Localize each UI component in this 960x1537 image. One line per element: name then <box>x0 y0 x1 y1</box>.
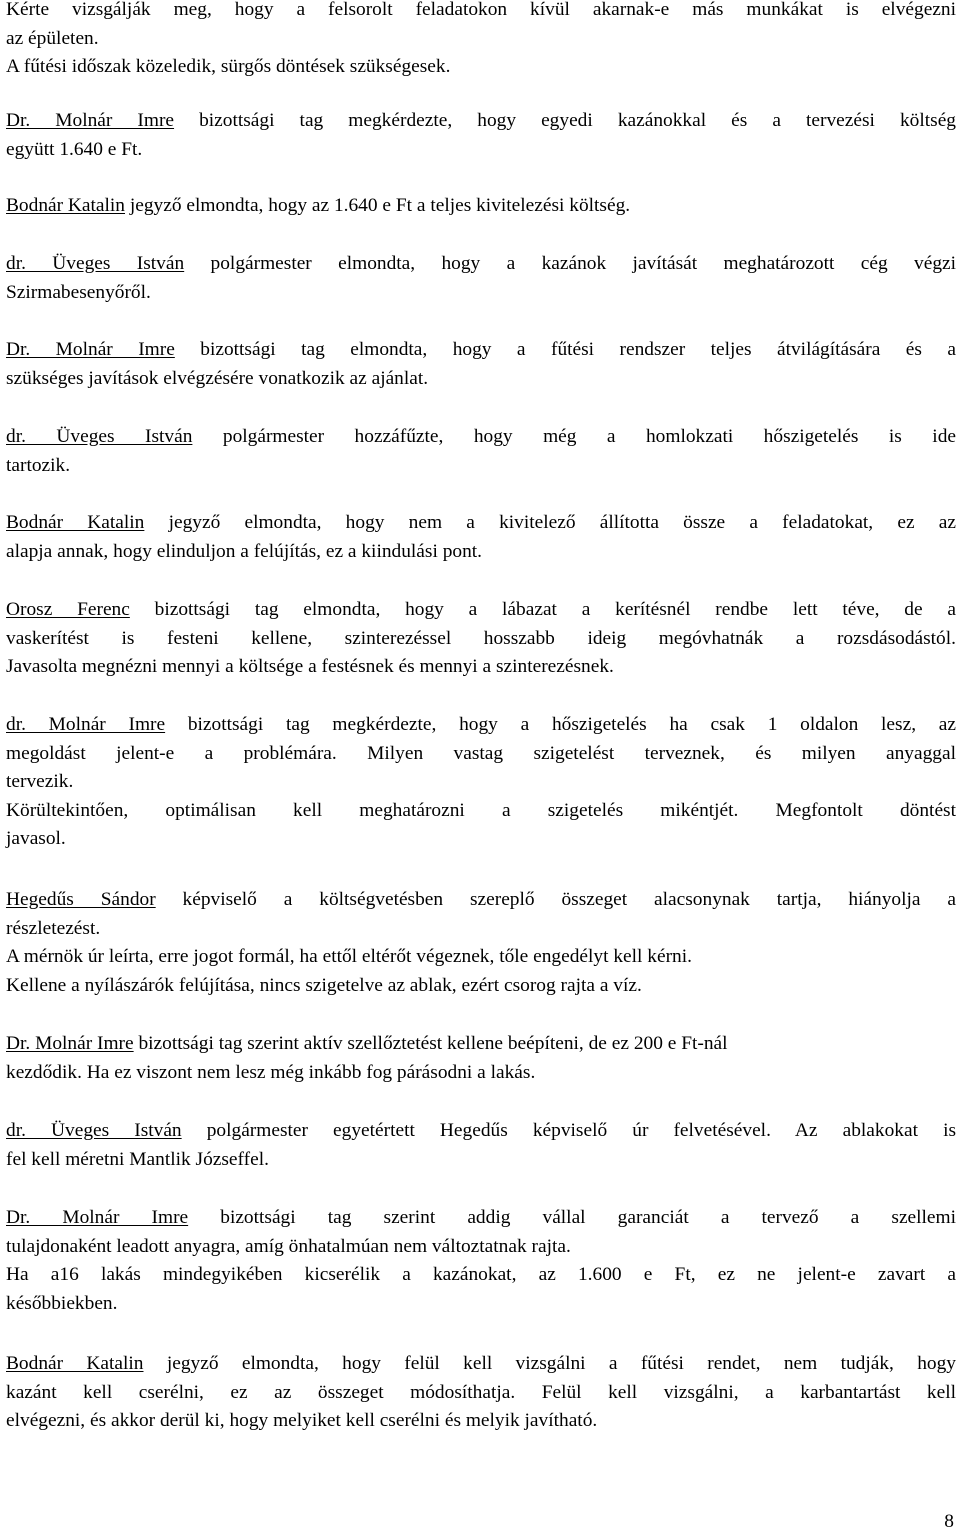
page-number: 8 <box>944 1511 954 1532</box>
speaker-name: dr. Üveges István <box>6 253 185 274</box>
text-segment: részletezést. <box>6 917 101 939</box>
text-segment: képviselő a költségvetésben szereplő összeget alacsonynak tartja, hiányolja a <box>155 889 956 910</box>
text-line <box>6 538 956 567</box>
text-segment: tartozik. <box>6 454 71 476</box>
text-segment: az épületen. <box>6 27 99 49</box>
text-line <box>6 1261 956 1290</box>
text-segment: bizottsági tag megkérdezte, hogy egyedi kazánokkal és a tervezési költség <box>174 110 956 131</box>
paragraph <box>6 0 956 82</box>
text-segment: vaskerítést is festeni kellene, szinterezéssel hosszabb ideig megóvhatnák a rozsdásodástól. <box>6 627 956 649</box>
text-line <box>6 192 956 221</box>
paragraph <box>6 1204 956 1318</box>
text-line <box>6 509 956 538</box>
text-segment: kazánt kell cserélni, ez az összeget módosíthatja. Felül kell vizsgálni, a karbantartást kell <box>6 1381 956 1403</box>
text-line <box>6 1030 956 1059</box>
paragraph <box>6 423 956 480</box>
text-segment: polgármester hozzáfűzte, hogy még a homlokzati hőszigetelés is ide <box>192 426 956 447</box>
text-line <box>6 625 956 654</box>
paragraph <box>6 596 956 682</box>
text-line <box>6 25 956 54</box>
paragraph <box>6 1117 956 1174</box>
text-line <box>6 1233 956 1262</box>
text-line <box>6 1117 956 1146</box>
text-line <box>6 0 956 25</box>
speaker-name: Dr. Molnár Imre <box>6 110 175 131</box>
text-line <box>6 1350 956 1379</box>
text-segment: szükséges javítások elvégzésére vonatkozik az ajánlat. <box>6 367 429 389</box>
text-line <box>6 365 956 394</box>
text-segment: A mérnök úr leírta, erre jogot formál, ha ettől eltérőt végeznek, tőle engedélyt kell kérni. <box>6 946 692 968</box>
text-line <box>6 915 956 944</box>
speaker-name: Bodnár Katalin <box>6 195 126 216</box>
paragraph <box>6 1030 956 1087</box>
text-segment: polgármester egyetértett Hegedűs képviselő úr felvetésével. Az ablakokat is <box>181 1120 956 1141</box>
text-segment: Ha a16 lakás mindegyikében kicserélik a kazánokat, az 1.600 e Ft, ez ne jelent-e zavart a <box>6 1264 956 1286</box>
text-line <box>6 653 956 682</box>
paragraph <box>6 107 956 164</box>
text-line <box>6 825 956 854</box>
speaker-name: Bodnár Katalin <box>6 512 145 533</box>
paragraph <box>6 886 956 1000</box>
text-segment: alapja annak, hogy elinduljon a felújítás, ez a kiindulási pont. <box>6 540 483 562</box>
text-segment: bizottsági tag szerint addig vállal garanciát a tervező a szellemi <box>188 1207 956 1228</box>
text-line <box>6 768 956 797</box>
text-line <box>6 943 956 972</box>
text-line <box>6 740 956 769</box>
text-line <box>6 1146 956 1175</box>
text-segment: jegyző elmondta, hogy nem a kivitelező állította össze a feladatokat, ez az <box>144 512 956 533</box>
text-line <box>6 1379 956 1408</box>
paragraph <box>6 509 956 566</box>
speaker-name: Dr. Molnár Imre <box>6 1033 134 1054</box>
text-segment: megoldást jelent-e a problémára. Milyen vastag szigetelést terveznek, és milyen anyaggal <box>6 742 956 764</box>
text-line <box>6 423 956 452</box>
text-line <box>6 279 956 308</box>
text-segment: bizottsági tag szerint aktív szellőztetést kellene beépíteni, de ez 200 e Ft-nál <box>133 1033 728 1054</box>
text-line <box>6 53 956 82</box>
paragraph <box>6 711 956 854</box>
text-segment: együtt 1.640 e Ft. <box>6 138 143 160</box>
text-line <box>6 136 956 165</box>
text-segment: tervezik. <box>6 771 74 793</box>
speaker-name: Orosz Ferenc <box>6 599 130 620</box>
text-segment: későbbiekben. <box>6 1292 118 1314</box>
paragraph <box>6 250 956 307</box>
paragraph <box>6 1350 956 1436</box>
speaker-name: dr. Üveges István <box>6 1120 182 1141</box>
text-segment: bizottsági tag megkérdezte, hogy a hőszigetelés ha csak 1 oldalon lesz, az <box>165 714 956 735</box>
text-segment: A fűtési időszak közeledik, sürgős döntések szükségesek. <box>6 56 451 78</box>
text-line <box>6 1290 956 1319</box>
paragraph <box>6 336 956 393</box>
paragraph <box>6 192 956 221</box>
speaker-name: Bodnár Katalin <box>6 1353 144 1374</box>
speaker-name: Dr. Molnár Imre <box>6 1207 189 1228</box>
text-line <box>6 452 956 481</box>
text-segment: Kellene a nyílászárók felújítása, nincs szigetelve az ablak, ezért csorog rajta a víz. <box>6 974 642 996</box>
text-line <box>6 1204 956 1233</box>
text-line <box>6 1059 956 1088</box>
text-segment: jegyző elmondta, hogy az 1.640 e Ft a teljes kivitelezési költség. <box>125 195 631 216</box>
text-segment: bizottsági tag elmondta, hogy a fűtési rendszer teljes átvilágítására és a <box>174 339 956 360</box>
text-segment: Szirmabesenyőről. <box>6 281 151 303</box>
text-line <box>6 250 956 279</box>
text-segment: Kérte vizsgálják meg, hogy a felsorolt feladatokon kívül akarnak-e más munkákat is elvégezni <box>6 0 956 20</box>
speaker-name: dr. Üveges István <box>6 426 193 447</box>
text-segment: kezdődik. Ha ez viszont nem lesz még inkább fog párásodni a lakás. <box>6 1061 536 1083</box>
text-segment: bizottsági tag elmondta, hogy a lábazat a kerítésnél rendbe lett téve, de a <box>129 599 956 620</box>
text-segment: tulajdonaként leadott anyagra, amíg önhatalmúan nem változtatnak rajta. <box>6 1235 571 1257</box>
text-segment: fel kell méretni Mantlik Józseffel. <box>6 1148 269 1170</box>
text-line <box>6 797 956 826</box>
text-line <box>6 972 956 1001</box>
speaker-name: dr. Molnár Imre <box>6 714 166 735</box>
speaker-name: Dr. Molnár Imre <box>6 339 175 360</box>
text-line <box>6 336 956 365</box>
text-line <box>6 107 956 136</box>
text-line <box>6 886 956 915</box>
text-segment: Körültekintően, optimálisan kell meghatározni a szigetelés mikéntjét. Megfontolt döntést <box>6 799 956 821</box>
text-segment: jegyző elmondta, hogy felül kell vizsgálni a fűtési rendet, nem tudják, hogy <box>143 1353 956 1374</box>
text-segment: polgármester elmondta, hogy a kazánok javítását meghatározott cég végzi <box>184 253 956 274</box>
text-segment: elvégezni, és akkor derül ki, hogy melyiket kell cserélni és melyik javítható. <box>6 1410 598 1432</box>
speaker-name: Hegedűs Sándor <box>6 889 156 910</box>
text-segment: Javasolta megnézni mennyi a költsége a festésnek és mennyi a szinterezésnek. <box>6 656 614 678</box>
text-line <box>6 1407 956 1436</box>
text-line <box>6 596 956 625</box>
text-line <box>6 711 956 740</box>
text-segment: javasol. <box>6 828 66 850</box>
